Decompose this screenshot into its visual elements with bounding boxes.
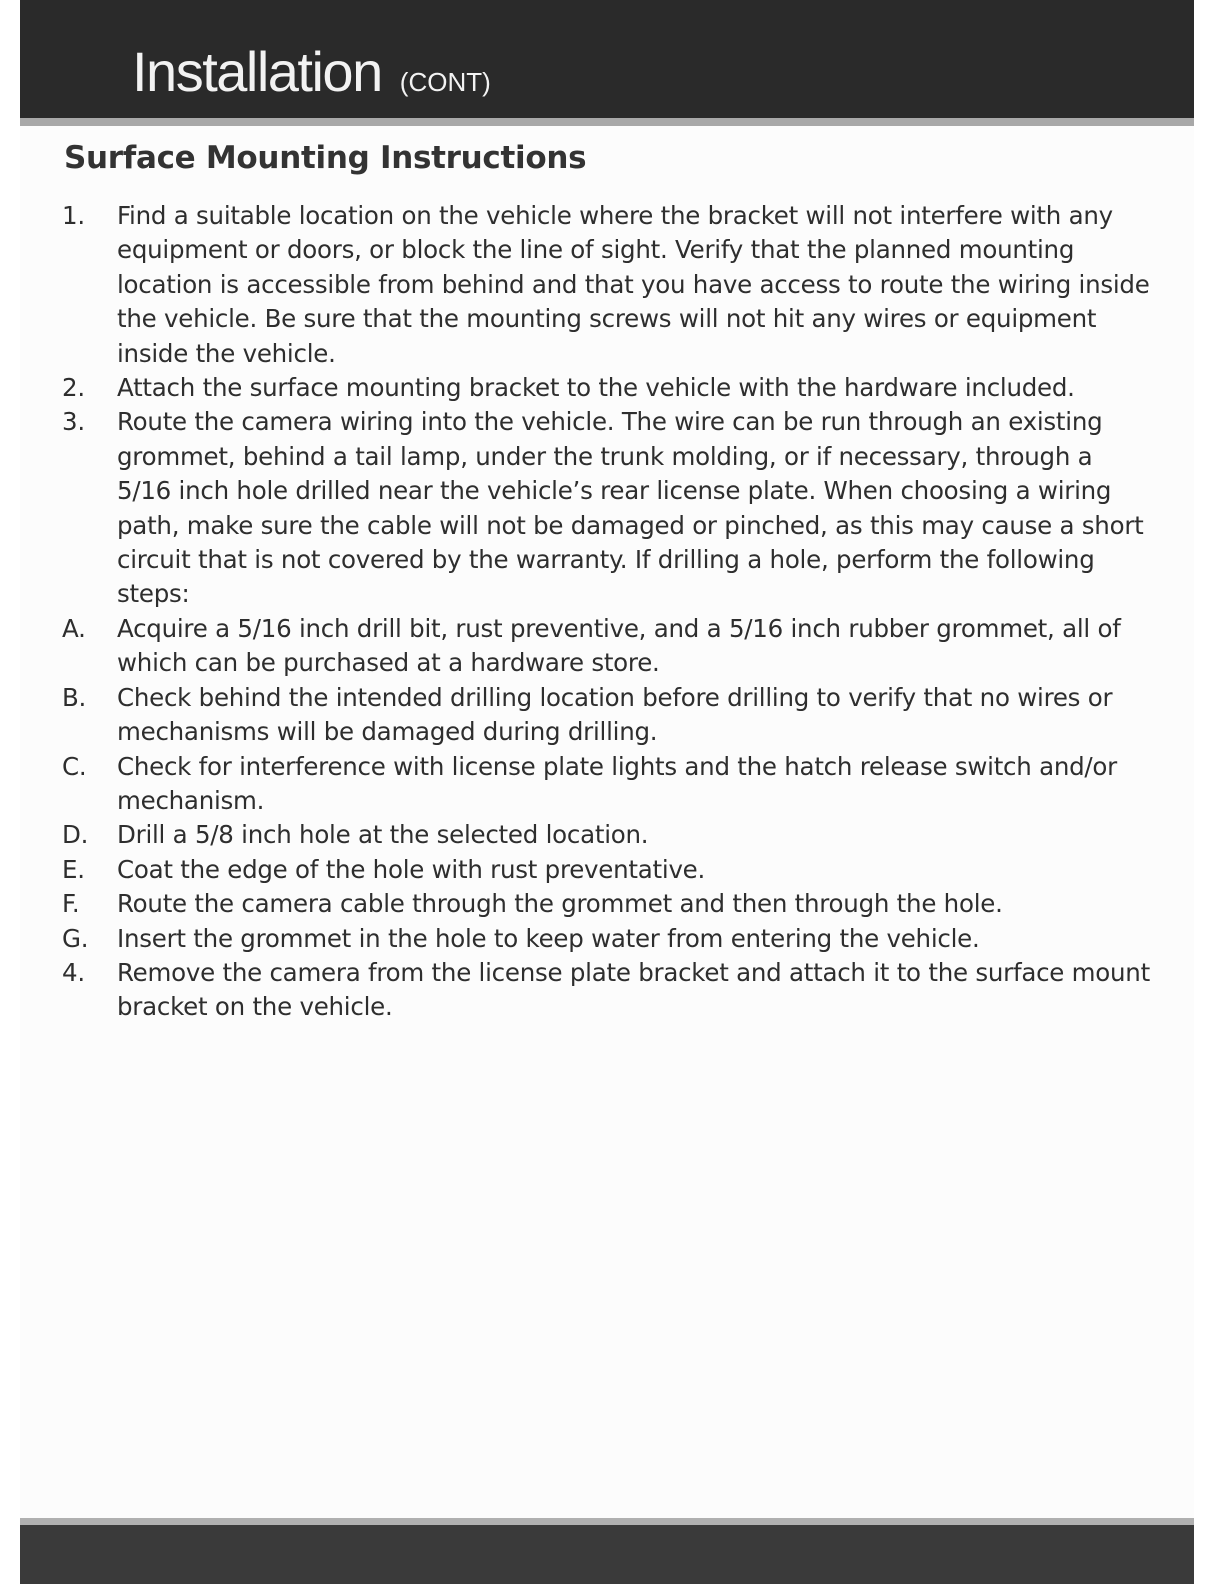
- step-marker: B.: [62, 682, 87, 712]
- step-text: Insert the grommet in the hole to keep water from entering the vehicle.: [117, 923, 980, 953]
- footer-bar: [20, 1525, 1194, 1584]
- instruction-step: [62, 405, 1152, 611]
- step-marker: F.: [62, 889, 80, 919]
- step-text: Drill a 5/8 inch hole at the selected location.: [117, 820, 649, 850]
- step-marker: E.: [62, 854, 85, 884]
- step-marker: 3.: [62, 407, 85, 437]
- step-text: Check behind the intended drilling location before drilling to verify that no wires or mechanisms will be damaged during drilling.: [117, 682, 1113, 747]
- instruction-list: [62, 199, 1152, 1025]
- step-text: Attach the surface mounting bracket to the vehicle with the hardware included.: [117, 373, 1075, 403]
- step-text: Find a suitable location on the vehicle where the bracket will not interfere with any equipment or doors, or block the line of sight. Verify that the planned mounting location is accessible from behind and that you have access to route the wiring inside the vehicle. Be sure that the mounting screws will not hit any wires or equipment inside the vehicle.: [117, 201, 1150, 368]
- page-title-text: Installation: [132, 40, 382, 103]
- step-marker: 2.: [62, 373, 85, 403]
- step-text: Remove the camera from the license plate bracket and attach it to the surface mount bracket on the vehicle.: [117, 957, 1150, 1022]
- instruction-step: [62, 199, 1152, 371]
- instruction-substep: [62, 887, 1152, 921]
- step-text: Route the camera wiring into the vehicle. The wire can be run through an existing grommet, behind a tail lamp, under the trunk molding, or if necessary, through a 5/16 inch hole drilled near the vehicle’s rear license plate. When choosing a wiring path, make sure the cable will not be damaged or pinched, as this may cause a short circuit that is not covered by the warranty. If drilling a hole, perform the following steps:: [117, 407, 1144, 609]
- section-heading: Surface Mounting Instructions: [64, 140, 587, 176]
- step-text: Check for interference with license plate lights and the hatch release switch and/or mechanism.: [117, 751, 1117, 815]
- step-text: Coat the edge of the hole with rust preventative.: [117, 854, 706, 884]
- instruction-step: [62, 956, 1152, 1025]
- instruction-substep: [62, 853, 1152, 887]
- step-marker: 1.: [62, 201, 85, 230]
- header-bar: [20, 0, 1194, 118]
- step-text: Route the camera cable through the grommet and then through the hole.: [117, 889, 1003, 919]
- instruction-substep: [62, 818, 1152, 852]
- header-divider: [20, 118, 1194, 126]
- instruction-substep: [62, 750, 1152, 819]
- step-marker: D.: [62, 820, 89, 850]
- page-title: [132, 40, 491, 103]
- step-marker: 4.: [62, 957, 85, 987]
- step-marker: A.: [62, 613, 86, 643]
- step-marker: C.: [62, 751, 87, 781]
- step-marker: G.: [62, 923, 89, 953]
- instruction-step: [62, 371, 1152, 405]
- step-text: Acquire a 5/16 inch drill bit, rust preventive, and a 5/16 inch rubber grommet, all of which can be purchased at a hardware store.: [117, 613, 1121, 678]
- page-title-subtitle: (CONT): [399, 67, 491, 97]
- footer-divider: [20, 1518, 1194, 1525]
- instruction-substep: [62, 681, 1152, 750]
- instruction-substep: [62, 612, 1152, 681]
- document-page: [20, 0, 1194, 1584]
- instruction-substep: [62, 922, 1152, 956]
